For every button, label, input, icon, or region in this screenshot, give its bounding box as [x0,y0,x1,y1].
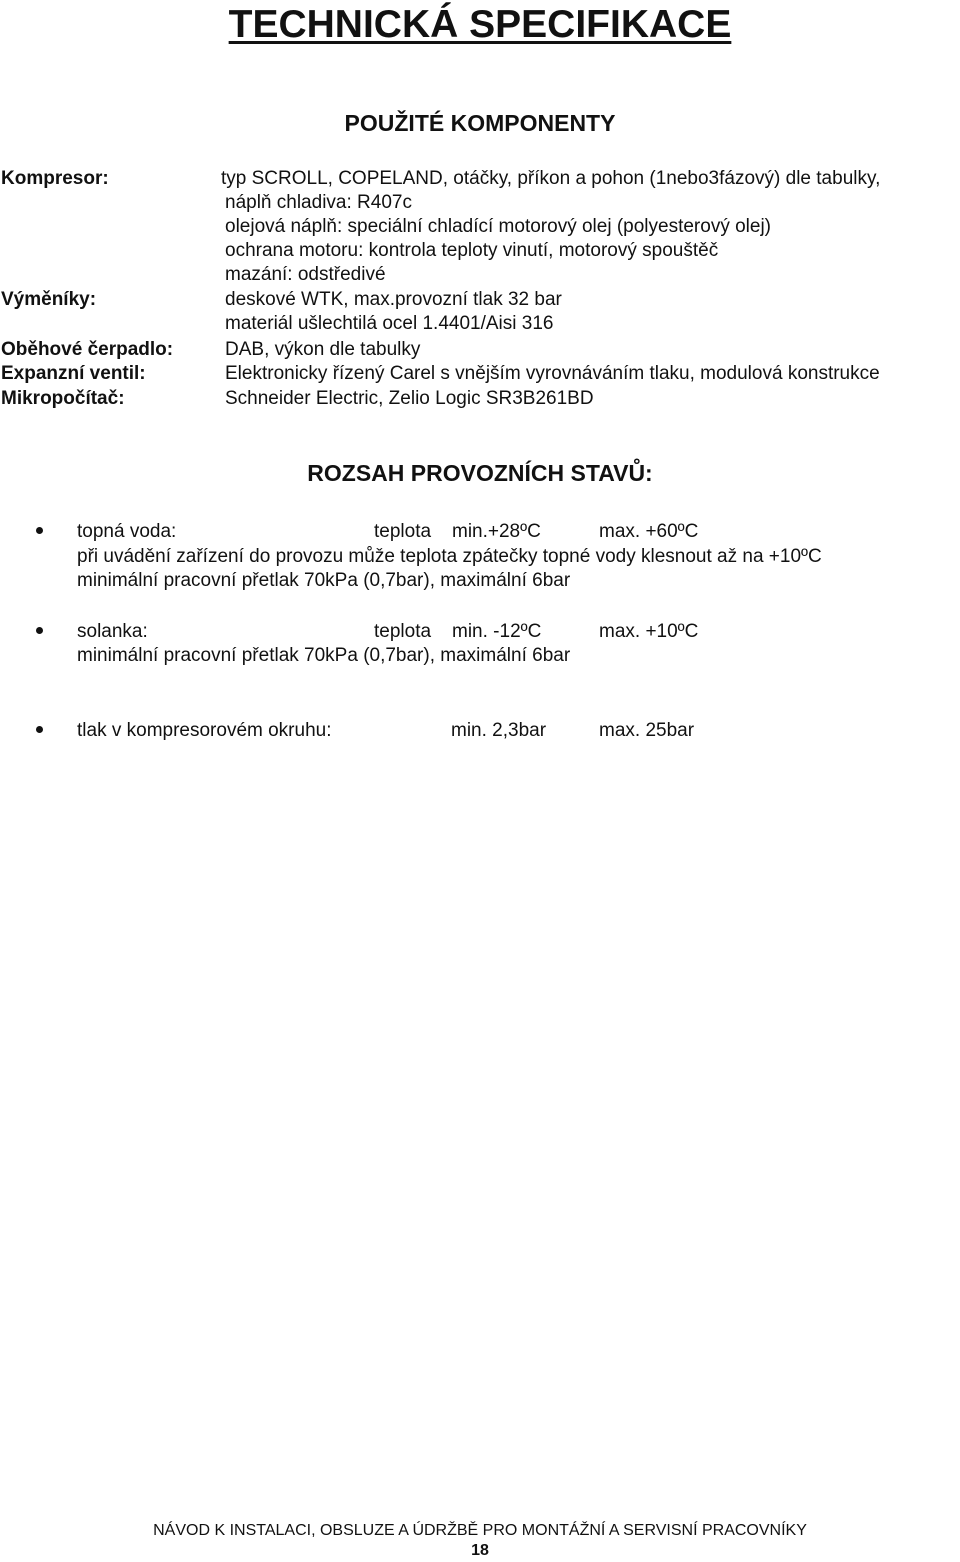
topna-teplota: teplota [374,521,432,542]
kompresor-line-4: ochrana motoru: kontrola teploty vinutí, motorový spouštěč [225,240,719,261]
ventil-label: Expanzní ventil: [1,363,146,384]
bullet-icon [36,527,43,534]
ranges-heading: ROZSAH PROVOZNÍCH STAVŮ: [307,460,653,486]
kompresor-line-5: mazání: odstředivé [225,264,386,285]
solanka-note-1: minimální pracovní přetlak 70kPa (0,7bar), maximální 6bar [77,645,571,666]
solanka-max: max. +10ºC [599,621,699,642]
vymeniky-line-1: deskové WTK, max.provozní tlak 32 bar [225,289,562,310]
vymeniky-line-2: materiál ušlechtilá ocel 1.4401/Aisi 316 [225,313,554,334]
topna-note-2: minimální pracovní přetlak 70kPa (0,7bar), maximální 6bar [77,570,571,591]
footer-text: NÁVOD K INSTALACI, OBSLUZE A ÚDRŽBĚ PRO MONTÁŽNÍ A SERVISNÍ PRACOVNÍKY [153,1522,807,1539]
topna-min: min.+28ºC [452,521,541,542]
topna-note-1: při uvádění zařízení do provozu může teplota zpátečky topné vody klesnout až na +10ºC [77,546,822,567]
components-heading-text: POUŽITÉ KOMPONENTY [344,110,616,136]
tlak-max: max. 25bar [599,720,695,741]
components-heading [0,108,960,138]
kompresor-line-1: typ SCROLL, COPELAND, otáčky, příkon a pohon (1nebo3fázový) dle tabulky, [221,168,881,189]
solanka-teplota: teplota [374,621,432,642]
page-title [0,2,960,48]
kompresor-line-2: náplň chladiva: R407c [225,192,412,213]
vymeniky-label: Výměníky: [1,289,97,310]
page-title-text: TECHNICKÁ SPECIFIKACE [228,3,732,46]
cerpadlo-label: Oběhové čerpadlo: [1,339,174,360]
ventil-value: Elektronicky řízený Carel s vnějším vyrovnáváním tlaku, modulová konstrukce [225,363,880,384]
kompresor-line-3: olejová náplň: speciální chladící motorový olej (polyesterový olej) [225,216,771,237]
tlak-min: min. 2,3bar [451,720,547,741]
kompresor-label: Kompresor: [1,168,109,189]
cerpadlo-value: DAB, výkon dle tabulky [225,339,421,360]
tlak-name: tlak v kompresorovém okruhu: [77,720,332,741]
topna-max: max. +60ºC [599,521,699,542]
solanka-min: min. -12ºC [452,621,542,642]
bullet-icon [36,627,43,634]
page-number: 18 [471,1542,489,1559]
mikropocitac-label: Mikropočítač: [1,388,125,409]
mikropocitac-value: Schneider Electric, Zelio Logic SR3B261BD [225,388,594,409]
bullet-icon [36,726,43,733]
topna-name: topná voda: [77,521,177,542]
solanka-name: solanka: [77,621,148,642]
